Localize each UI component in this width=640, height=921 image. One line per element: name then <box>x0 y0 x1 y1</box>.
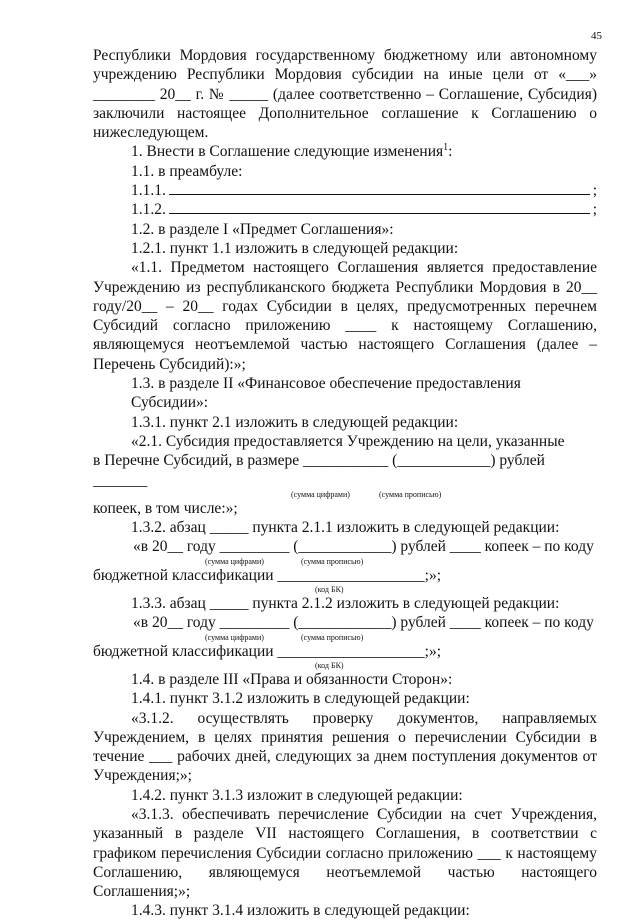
item-1-4-1: 1.4.1. пункт 3.1.2 изложить в следующей редакции: <box>131 690 470 708</box>
caption-row-2 <box>93 557 597 566</box>
clause-1-1: «1.1. Предметом настоящего Соглашения является предоставление Учреждению из республиканского бюджета Республики Мордовия в 20__ году/20__ – 20__ годах Субсидии в целях, предусмотренных перечнем Субсидий согласно приложению ____ к настоящему Соглашению, являющемуся неотъемлемой частью настоящего Соглашения (далее – Перечень Субсидий):»; <box>93 259 597 373</box>
blank-line <box>169 194 590 195</box>
caption-sum-digits: (сумма цифрами) <box>291 489 350 499</box>
item-1-2-1: 1.2.1. пункт 1.1 изложить в следующей редакции: <box>131 239 459 257</box>
item-1 <box>93 142 597 161</box>
caption-kbk: (код БК) <box>315 585 344 595</box>
caption-sum-words: (сумма прописью) <box>379 489 442 499</box>
page-number: 45 <box>591 30 602 42</box>
item-1-colon: : <box>448 143 453 161</box>
clause-3-1-3: «3.1.3. обеспечивать перечисление Субсидии на счет Учреждения, указанный в разделе VII настоящего Соглашения, в соответствии с графиком перечисления Субсидии согласно приложению ___ к настоящему Соглашению, являющемуся неотъемлемой частью настоящего Соглашения;»; <box>93 805 597 901</box>
clause-2-1-line1: «2.1. Субсидия предоставляется Учреждению на цели, указанные <box>131 432 565 450</box>
caption-row-1 <box>93 490 597 499</box>
item-1-4: 1.4. в разделе III «Права и обязанности Сторон»: <box>131 670 453 688</box>
item-1-1: 1.1. в преамбуле: <box>131 162 243 180</box>
item-1-3-2: 1.3.2. абзац _____ пункта 2.1.1 изложить в следующей редакции: <box>131 519 560 537</box>
item-1-3-3: 1.3.3. абзац _____ пункта 2.1.2 изложить в следующей редакции: <box>131 595 560 613</box>
item-1-3-1: 1.3.1. пункт 2.1 изложить в следующей редакции: <box>131 413 459 431</box>
item-1-2: 1.2. в разделе I «Предмет Соглашения»: <box>131 220 394 238</box>
item-1-text: 1. Внести в Соглашение следующие изменения <box>131 143 444 161</box>
caption-sum-digits: (сумма цифрами) <box>205 556 264 566</box>
caption-sum-words: (сумма прописью) <box>301 632 364 642</box>
intro-paragraph: Республики Мордовия государственному бюджетному или автономному учреждению Республики Мордовия субсидии на иные цели от «___» ________ 20__ г. № _____ (далее соответственно – Соглашение, Субсидия) заключили настоящее Дополнительное соглашение к Соглашению о нижеследующем. <box>93 47 597 142</box>
item-1-1-1 <box>93 181 597 200</box>
caption-row-3 <box>93 585 597 594</box>
item-1-3: 1.3. в разделе II «Финансовое обеспечение предоставления Субсидии»: <box>131 375 521 412</box>
blank-line <box>169 213 590 214</box>
clause-2-1-1-line2: бюджетной классификации ___________________;»; <box>93 566 442 584</box>
semicolon: ; <box>592 182 597 200</box>
item-1-4-3: 1.4.3. пункт 3.1.4 изложить в следующей редакции: <box>131 902 470 920</box>
clause-2-1-line3: копеек, в том числе:»; <box>93 499 238 517</box>
caption-row-5 <box>93 661 597 670</box>
clause-2-1-line2: в Перечне Субсидий, в размере ___________ (____________) рублей _______ <box>93 452 545 489</box>
document-body <box>93 46 597 921</box>
item-1-1-2 <box>93 200 597 219</box>
caption-sum-words: (сумма прописью) <box>301 556 364 566</box>
item-1-4-2: 1.4.2. пункт 3.1.3 изложит в следующей редакции: <box>131 786 463 804</box>
clause-2-1-2-line2: бюджетной классификации ___________________;»; <box>93 642 442 660</box>
clause-2-1-2-line1: «в 20__ году _________ (____________) рублей ____ копеек – по коду <box>133 614 594 632</box>
caption-kbk: (код БК) <box>315 660 344 670</box>
footnote-marker: 1 <box>443 142 449 154</box>
caption-sum-digits: (сумма цифрами) <box>205 632 264 642</box>
item-1-1-1-label: 1.1.1. <box>131 182 166 200</box>
item-1-1-2-label: 1.1.2. <box>131 201 166 219</box>
clause-2-1-1-line1: «в 20__ году _________ (____________) рублей ____ копеек – по коду <box>133 538 594 556</box>
caption-row-4 <box>93 633 597 642</box>
semicolon: ; <box>592 201 597 219</box>
clause-3-1-2: «3.1.2. осуществлять проверку документов, направляемых Учреждением, в целях принятия решения о перечислении Субсидии в течение ___ рабочих дней, следующих за днем поступления документов от Учреждения;»; <box>93 709 597 785</box>
